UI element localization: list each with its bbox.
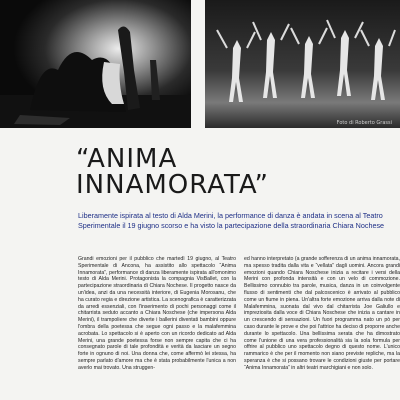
body-column-right	[244, 256, 400, 400]
photo-dancers-stage	[0, 0, 191, 128]
photo-credit: Foto di Roberto Grassi	[336, 120, 392, 126]
body-column-left	[78, 256, 236, 400]
dancers-line-image	[205, 0, 400, 128]
body-paragraph: ed hanno interpretato (a grande sofferenza di un anima innamorata, ma spesso tradita dalla vita e “vellata” dagli uomini. Ancora grandi emozioni quando Chiara Noschese inizia a recitare i versi della Merini con profonda intensità e con un velo di commozione. Bellissimo connubio tra parole, musica, danza in un coinvolgente flusso di sentimenti che dal palcoscenico è arrivato al pubblico come un fiume in piena. Un'altra forte emozione arriva dalla note di Malafemmina, suonata dal vivo dal chitarrista Joe Galiullo e impreziosita dalla voce di Chiara Noschese che inizia a cantare in un crescendo di sensazioni. Un fuori programma nato un pò per caso durante le prove e che poi l'attrice ha deciso di proporre anche durante lo spettacolo. Una bellissima serata che ha dimostrato come l'unione di una vera professionalità sia la sola formula per offrire al pubblico uno spettacolo degno di questo nome. L'unico rammarico è che per il momento non siano previste repliche, ma la speranza è che si possano trovare le condizioni giuste per portare “Anima Innamorata” in altri teatri marchigiani e non solo.	[244, 256, 400, 371]
title-line-1: “ANIMA	[76, 144, 178, 174]
photo-dancers-line	[205, 0, 400, 128]
article-lead: Liberamente ispirata al testo di Alda Merini, la performance di danza è andata in scena al Teatro Sperimentale il 19 giugno scorso e ha visto la partecipazione della straordinaria Chiara Nochese	[78, 211, 385, 231]
body-paragraph: Grandi emozioni per il pubblico che martedì 19 giugno, al Teatro Sperimentale di Ancona, ha assistito allo spettacolo “Anima Innamorata”, performance di danza liberamente ispirata all'omonimo testo di Alda Merini. Protagonista la compagnia VisBallet, con la partecipazione straordinaria di Chiara Nochese. Il progetto nasce da un'idea, anzi da una necessità interiore, di Eugenia Morosanu, che ha curato regia e direzione artistica. La scenografica è caratterizzata da arredi essenziali, con l'inserimento di pochi personaggi come il chitarrista seduto accanto a Chiara Noschese (che impersona Alda Merini), il trampoliere che diverte i ballerini diventati bambini oppure l'ombra della poetessa che segue ogni passo e la malafemmina acrobata. Lo spettacolo si è aperto con un ricordo dedicato ad Alda Merini, una grande poetessa forse non sempre capita che ci ha consegnato parole di tale profondità e verità da lasciare un segno forte in ognuno di noi. Una donna che, come affermò lei stessa, ha sempre parlato d'amore ma che è stata probabilmente l'unica a non averlo mai trovato. Una struggen-	[78, 256, 236, 371]
article-title	[76, 146, 269, 198]
title-line-2: INNAMORATA”	[76, 170, 269, 200]
dancers-stage-image	[0, 0, 191, 128]
